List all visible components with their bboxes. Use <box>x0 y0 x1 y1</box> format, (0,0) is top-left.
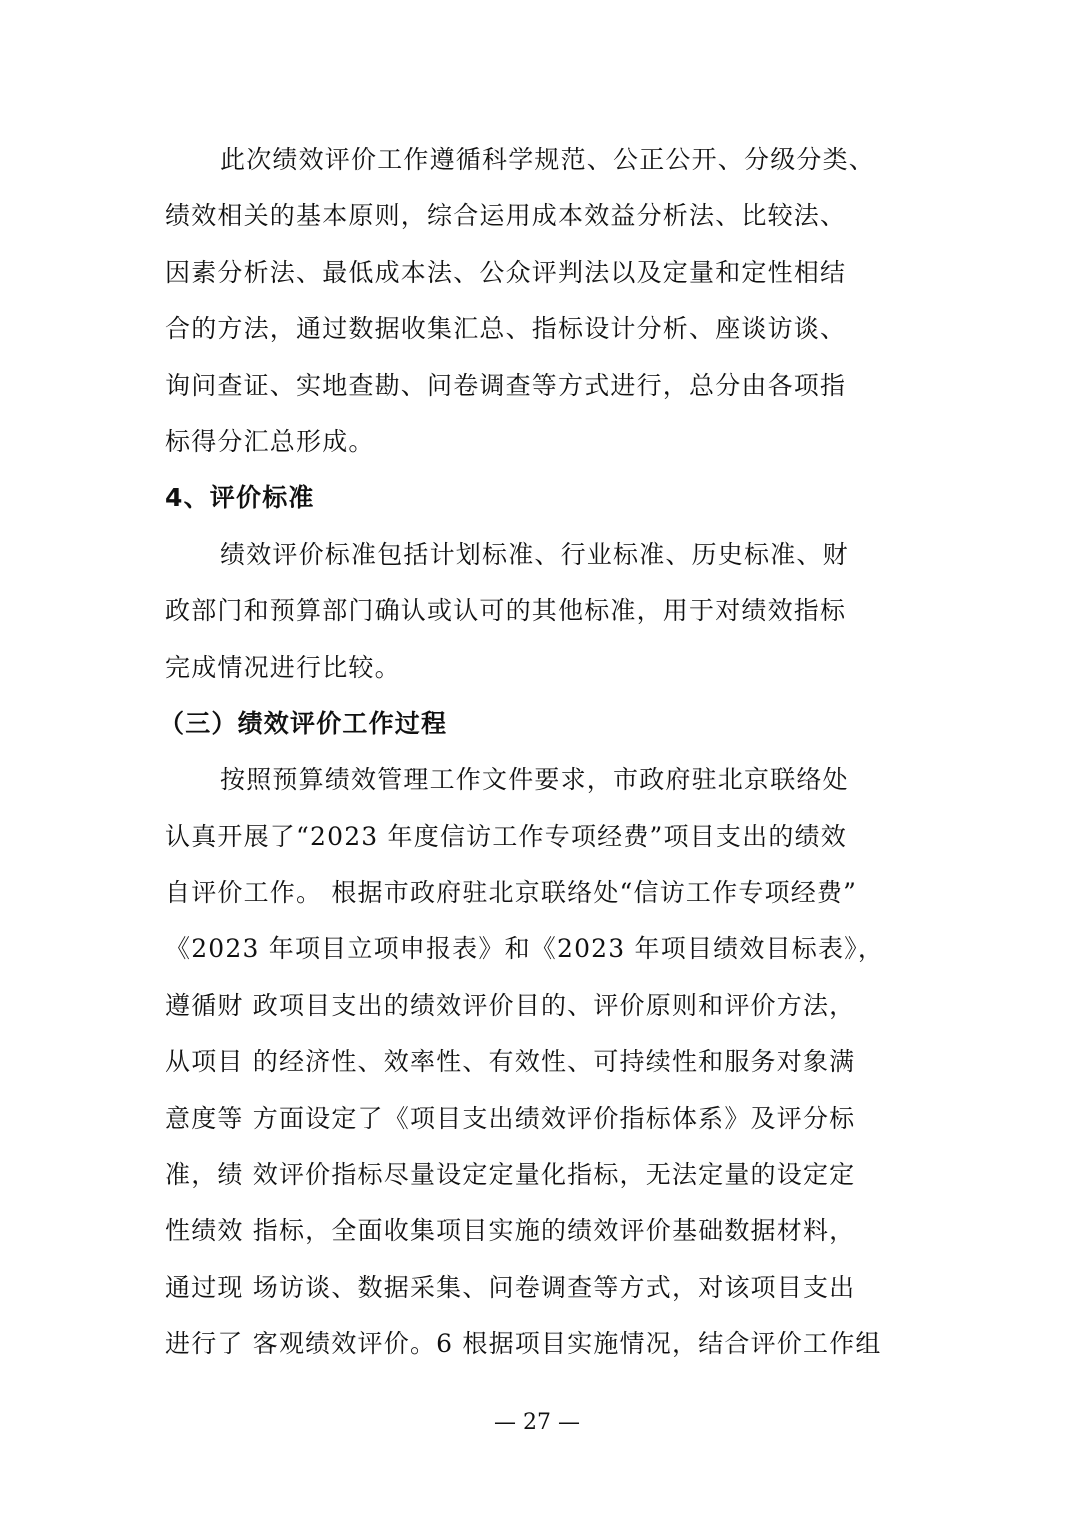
section-heading: （三）绩效评价工作过程 <box>159 708 448 738</box>
text-line: 绩效相关的基本原则，综合运用成本效益分析法、比较法、 <box>165 201 847 231</box>
document-page <box>159 132 925 1373</box>
text-line: 完成情况进行比较。 <box>165 652 401 682</box>
page-number: — 27 — <box>494 1410 580 1435</box>
text-line: 绩效评价标准包括计划标准、行业标准、历史标准、财 <box>220 539 849 569</box>
text-line: 从项目 的经济性、效率性、有效性、可持续性和服务对象满 <box>165 1047 856 1077</box>
text-line: 标得分汇总形成。 <box>165 426 375 456</box>
text-line: 《2023 年项目立项申报表》和《2023 年项目绩效目标表》， <box>165 934 885 964</box>
text-line: 意度等 方面设定了《项目支出绩效评价指标体系》及评分标 <box>165 1103 856 1133</box>
text-line: 性绩效 指标，全面收集项目实施的绩效评价基础数据材料， <box>165 1216 856 1246</box>
text-line: 按照预算绩效管理工作文件要求，市政府驻北京联络处 <box>220 765 849 795</box>
text-line: 因素分析法、最低成本法、公众评判法以及定量和定性相结 <box>165 257 847 287</box>
text-line: 政部门和预算部门确认或认可的其他标准，用于对绩效指标 <box>165 596 847 626</box>
text-line: 进行了 客观绩效评价。6 根据项目实施情况，结合评价工作组 <box>165 1329 882 1359</box>
text-line: 询问查证、实地查勘、问卷调查等方式进行，总分由各项指 <box>165 370 847 400</box>
text-line: 认真开展了“2023 年度信访工作专项经费”项目支出的绩效 <box>165 821 847 851</box>
text-line: 遵循财 政项目支出的绩效评价目的、评价原则和评价方法， <box>165 990 856 1020</box>
text-line: 合的方法，通过数据收集汇总、指标设计分析、座谈访谈、 <box>165 314 847 344</box>
text-line: 通过现 场访谈、数据采集、问卷调查等方式，对该项目支出 <box>165 1272 856 1302</box>
section-heading: 4、评价标准 <box>165 483 315 513</box>
text-line: 此次绩效评价工作遵循科学规范、公正公开、分级分类、 <box>220 145 876 174</box>
text-line: 准，绩 效评价指标尽量设定定量化指标，无法定量的设定定 <box>165 1160 856 1190</box>
text-line: 自评价工作。 根据市政府驻北京联络处“信访工作专项经费” <box>165 878 858 908</box>
